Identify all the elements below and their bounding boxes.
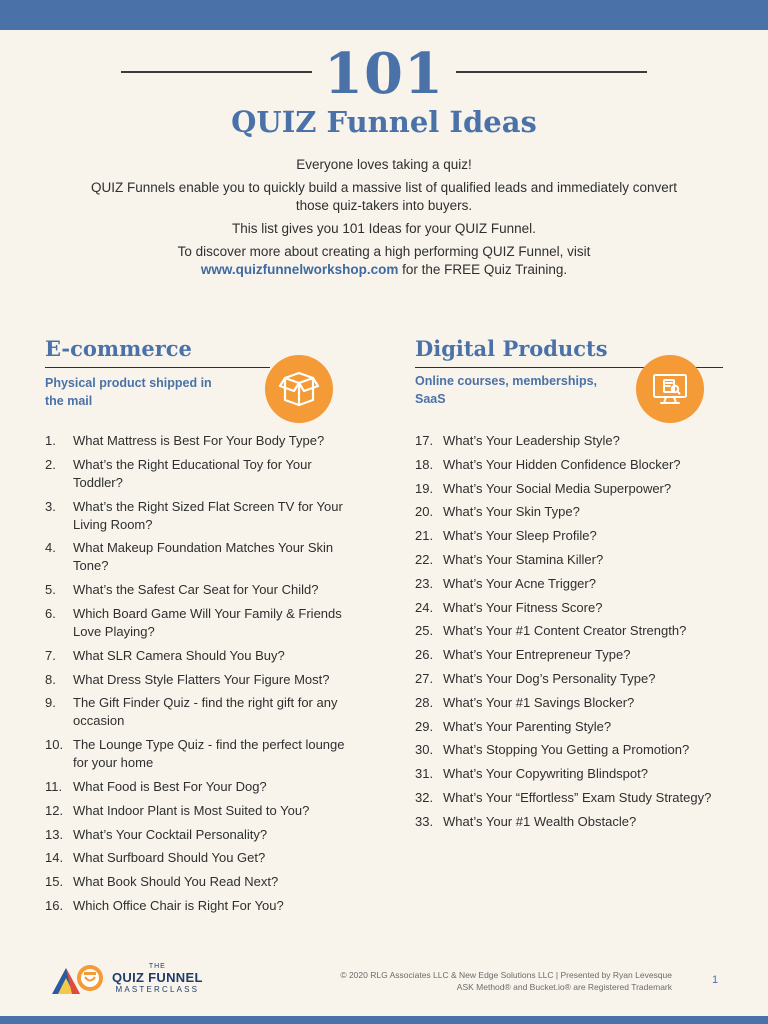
- list-item: [415, 718, 730, 736]
- list-item: [415, 480, 730, 498]
- list-item-number: 10.: [45, 737, 64, 753]
- header-number: 101: [324, 41, 444, 107]
- list-item: [415, 741, 730, 759]
- list-item: [45, 432, 355, 450]
- list-item: [45, 736, 355, 772]
- monitor-icon: [650, 371, 690, 407]
- intro-line-4-prefix: To discover more about creating a high performing QUIZ Funnel, visit: [177, 244, 591, 259]
- list-item-text: Which Office Chair is Right For You?: [73, 897, 284, 913]
- list-item-number: 22.: [415, 551, 434, 567]
- list-item-number: 15.: [45, 874, 64, 890]
- list-item: [45, 456, 355, 492]
- section-subtitle-ecommerce: [45, 374, 212, 410]
- trademark-text: ASK Method® and Bucket.io® are Registered Trademark: [456, 982, 672, 992]
- intro-text: [84, 156, 684, 284]
- list-item-number: 13.: [45, 826, 64, 842]
- list-item-text: What’s Your Copywriting Blindspot?: [443, 766, 648, 782]
- list-item-number: 3.: [45, 498, 56, 514]
- list-item-text: What Book Should You Read Next?: [73, 874, 279, 890]
- list-item-number: 27.: [415, 670, 434, 686]
- list-item-number: 20.: [415, 504, 434, 520]
- list-item: [45, 581, 355, 599]
- list-item: [45, 849, 355, 867]
- intro-line-2: QUIZ Funnels enable you to quickly build a massive list of qualified leads and immediately convert those quiz-takers into buyers.: [90, 180, 678, 213]
- intro-line-1: Everyone loves taking a quiz!: [296, 157, 472, 172]
- list-item-number: 33.: [415, 813, 434, 829]
- list-item-text: What’s Your Dog’s Personality Type?: [443, 670, 656, 686]
- box-icon: [277, 369, 321, 409]
- list-item-number: 21.: [415, 528, 434, 544]
- list-item-text: What’s Your Cocktail Personality?: [73, 826, 268, 842]
- section-subtitle-digital: [415, 372, 597, 408]
- list-item: [415, 622, 730, 640]
- list-item: [45, 605, 355, 641]
- section-subtitle-line: the mail: [45, 394, 93, 408]
- list-item: [415, 813, 730, 831]
- list-item-number: 25.: [415, 623, 434, 639]
- section-subtitle-line: SaaS: [415, 392, 446, 406]
- box-badge: [265, 355, 333, 423]
- list-item-number: 5.: [45, 582, 56, 598]
- list-item-text: What’s Your “Effortless” Exam Study Strategy?: [443, 789, 712, 805]
- list-item-number: 19.: [415, 480, 434, 496]
- list-item-text: What Dress Style Flatters Your Figure Most?: [73, 671, 330, 687]
- list-item-text: What’s Your Social Media Superpower?: [443, 480, 672, 496]
- section-subtitle-line: Online courses, memberships,: [415, 374, 598, 388]
- list-item-number: 8.: [45, 671, 56, 687]
- section-title-ecommerce: E-commerce: [45, 336, 192, 361]
- workshop-link[interactable]: www.quizfunnelworkshop.com: [200, 262, 399, 277]
- logo-the: THE: [148, 963, 166, 970]
- list-item: [45, 539, 355, 575]
- list-item: [415, 503, 730, 521]
- list-item: [45, 647, 355, 665]
- list-item-number: 7.: [45, 647, 56, 663]
- ecommerce-list: [45, 432, 355, 921]
- intro-line-4-suffix: for the FREE Quiz Training.: [398, 262, 568, 277]
- list-item: [415, 527, 730, 545]
- list-item-text: What’s the Safest Car Seat for Your Child?: [73, 582, 319, 598]
- list-item-text: What Food is Best For Your Dog?: [73, 778, 267, 794]
- list-item-number: 2.: [45, 456, 56, 472]
- list-item-text: What’s the Right Sized Flat Screen TV for Your Living Room?: [73, 498, 343, 532]
- list-item-text: The Gift Finder Quiz - find the right gift for any occasion: [73, 695, 338, 729]
- list-item-number: 14.: [45, 850, 64, 866]
- copyright-text: © 2020 RLG Associates LLC & New Edge Solutions LLC | Presented by Ryan Levesque: [340, 970, 672, 980]
- list-item-text: What Surfboard Should You Get?: [73, 850, 266, 866]
- logo-main: QUIZ FUNNEL: [112, 970, 203, 985]
- list-item-text: What’s the Right Educational Toy for Your Toddler?: [73, 456, 312, 490]
- list-item-text: What’s Your #1 Wealth Obstacle?: [443, 813, 637, 829]
- bottom-bar: [0, 1016, 768, 1024]
- digital-products-list: [415, 432, 730, 837]
- list-item: [45, 694, 355, 730]
- page-title: QUIZ Funnel Ideas: [231, 105, 537, 139]
- monitor-badge: [636, 355, 704, 423]
- list-item: [45, 826, 355, 844]
- list-item-number: 12.: [45, 802, 64, 818]
- list-item-text: What’s Your Fitness Score?: [443, 599, 603, 615]
- logo-text: [112, 963, 203, 995]
- list-item: [415, 456, 730, 474]
- list-item-text: What’s Your Hidden Confidence Blocker?: [443, 456, 681, 472]
- list-item: [45, 498, 355, 534]
- list-item: [415, 646, 730, 664]
- list-item-number: 23.: [415, 575, 434, 591]
- page-number: 1: [712, 974, 719, 986]
- list-item-number: 9.: [45, 695, 56, 711]
- list-item-text: What’s Your Acne Trigger?: [443, 575, 596, 591]
- list-item-text: What Mattress is Best For Your Body Type?: [73, 433, 325, 448]
- list-item-text: What’s Stopping You Getting a Promotion?: [443, 742, 690, 758]
- list-item: [415, 575, 730, 593]
- list-item: [45, 671, 355, 689]
- list-item-text: What’s Your #1 Content Creator Strength?: [443, 623, 687, 639]
- list-item-number: 1.: [45, 433, 56, 448]
- list-item-number: 18.: [415, 456, 434, 472]
- list-item: [415, 670, 730, 688]
- list-item-number: 31.: [415, 766, 434, 782]
- list-item-number: 24.: [415, 599, 434, 615]
- list-item-text: Which Board Game Will Your Family & Friends Love Playing?: [73, 605, 342, 639]
- list-item-number: 26.: [415, 647, 434, 663]
- section-subtitle-line: Physical product shipped in: [45, 376, 212, 390]
- top-bar: [0, 0, 768, 30]
- list-item-text: What’s Your Leadership Style?: [443, 433, 620, 448]
- list-item: [415, 694, 730, 712]
- logo-mark-icon: [50, 962, 106, 996]
- intro-line-3: This list gives you 101 Ideas for your QUIZ Funnel.: [232, 221, 536, 236]
- list-item: [415, 765, 730, 783]
- list-item: [415, 551, 730, 569]
- list-item-text: What Indoor Plant is Most Suited to You?: [73, 802, 310, 818]
- list-item: [415, 599, 730, 617]
- list-item-number: 30.: [415, 742, 434, 758]
- logo-sub: MASTERCLASS: [115, 985, 200, 994]
- list-item-number: 32.: [415, 789, 434, 805]
- list-item-text: What’s Your Stamina Killer?: [443, 551, 604, 567]
- list-item-number: 16.: [45, 897, 64, 913]
- list-item-number: 29.: [415, 718, 434, 734]
- list-item: [415, 789, 730, 807]
- list-item: [45, 778, 355, 796]
- list-item-text: What’s Your Sleep Profile?: [443, 528, 597, 544]
- list-item-text: What’s Your Parenting Style?: [443, 718, 612, 734]
- list-item-number: 6.: [45, 605, 56, 621]
- list-item-text: What Makeup Foundation Matches Your Skin Tone?: [73, 540, 334, 574]
- footer-copyright: [276, 969, 672, 993]
- list-item: [45, 802, 355, 820]
- list-item-text: What’s Your Skin Type?: [443, 504, 580, 520]
- list-item-text: What’s Your Entrepreneur Type?: [443, 647, 631, 663]
- list-item-number: 28.: [415, 694, 434, 710]
- list-item: [45, 873, 355, 891]
- list-item-number: 17.: [415, 433, 434, 448]
- list-item: [45, 897, 355, 915]
- list-item-text: The Lounge Type Quiz - find the perfect lounge for your home: [73, 737, 345, 771]
- quiz-funnel-logo: [50, 962, 203, 996]
- list-item-number: 4.: [45, 540, 56, 556]
- section-rule-ecommerce: [45, 367, 270, 368]
- list-item: [415, 432, 730, 450]
- list-item-number: 11.: [45, 778, 63, 794]
- section-title-digital: Digital Products: [415, 336, 608, 361]
- intro-line-4: [84, 243, 684, 279]
- list-item-text: What’s Your #1 Savings Blocker?: [443, 694, 635, 710]
- list-item-text: What SLR Camera Should You Buy?: [73, 647, 285, 663]
